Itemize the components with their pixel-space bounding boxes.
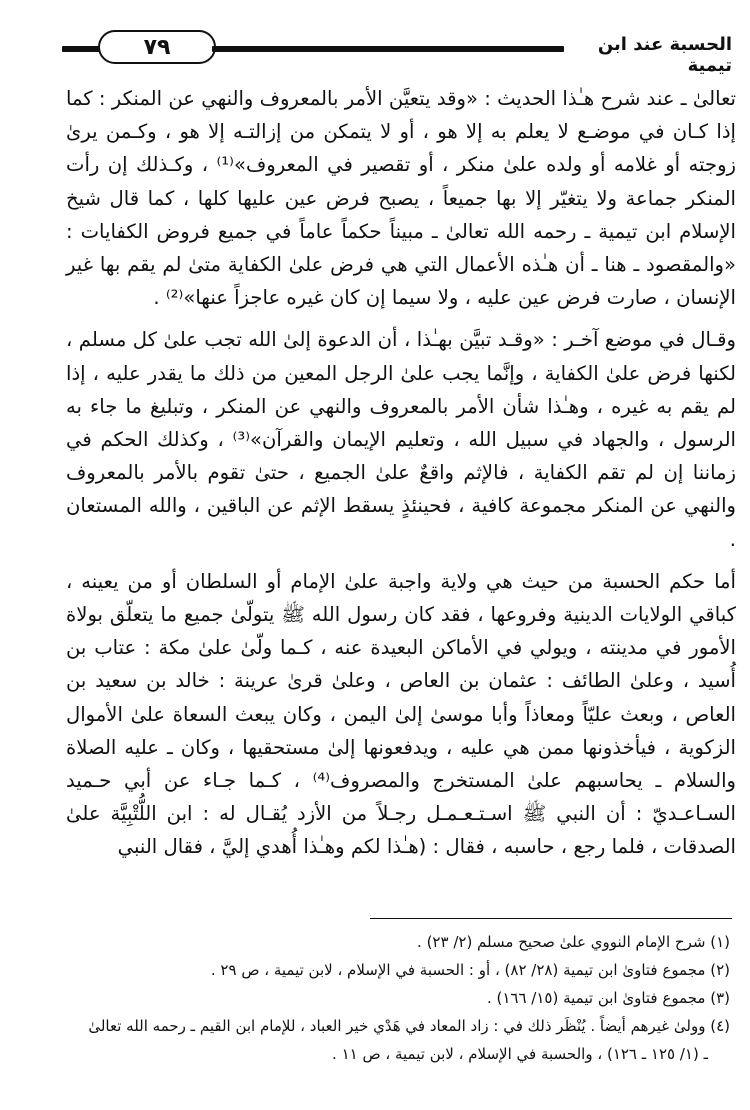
footnote-continuation: ـ (١/ ١٢٥ ـ ١٢٦) ، والحسبة في الإسلام ، لابن تيمية ، ص ١١ . (332, 1045, 708, 1063)
paragraph: وقـال في موضع آخـر : «وقـد تبيَّن بهـٰذا ، أن الدعوة إلىٰ الله تجب علىٰ كل مسلم ، لكنها فرض علىٰ الكفاية ، وإنَّما يجب علىٰ الرجل المعين من ذلك ما يقدر عليه ، إذا لم يقم به غيره ، وهـٰذا شأن الأمر بالمعروف والنهي عن المنكر ، وتبليغ ما جاء به الرسول ، والجهاد في سبيل الله ، وتعليم الإيمان والقرآن»⁽³⁾ ، وكذلك الحكم في زماننا إن لم تقم الكفاية ، فالإثم واقعٌ علىٰ الجميع ، حتىٰ تقوم بالأمر بالمعروف والنهي عن المنكر مجموعة كافية ، فحينئذٍ يسقط الإثم عن الباقين ، والله المستعان . (66, 328, 736, 551)
page-number: ٧٩ (98, 30, 216, 64)
paragraph: أما حكم الحسبة من حيث هي ولاية واجبة علىٰ الإمام أو السلطان أو من يعينه ، كباقي الولايات الدينية وفروعها ، فقد كان رسول الله ﷺ يتولّىٰ جميع ما يتعلّق بولاة الأمور في مدينته ، ويولي في الأماكن البعيدة عنه ، كـما ولّىٰ علىٰ مكة : عتاب بن أُسيد ، وعلىٰ الطائف : عثمان بن العاص ، وعلىٰ قرىٰ عرينة : خالد بن سعيد بن العاص ، وبعث عليّاً ومعاذاً وأبا موسىٰ إلىٰ اليمن ، وكان يبعث السعاة علىٰ الأموال الزكوية ، فيأخذونها ممن هي عليه ، ويدفعونها إلىٰ مستحقيها ، وكان ـ عليه الصلاة والسلام ـ يحاسبهم علىٰ المستخرج والمصروف⁽⁴⁾ ، كـما جـاء عن أبي حـميد السـاعـديّ : أن النبي ﷺ اسـتـعـمـل رجـلاً من الأزد يُقـال له : ابن اللُّتْبِيَّة علىٰ الصدقات ، فلما رجع ، حاسبه ، فقال : (هـٰذا لكم وهـٰذا أُهدي إليَّ ، فقال النبي (66, 569, 737, 859)
footnotes (66, 928, 730, 1068)
footnote: (١) شرح الإمام النووي علىٰ صحيح مسلم (٢/ ٢٣) . (417, 933, 730, 951)
footnote: (٤) وولىٰ غيرهم أيضاً . يُنْظَر ذلك في : زاد المعاد في هَدْي خير العباد ، للإمام ابن القيم ـ رحمه الله تعالىٰ (88, 1017, 730, 1035)
footnote: (٢) مجموع فتاوىٰ ابن تيمية (٢٨/ ٨٢) ، أو : الحسبة في الإسلام ، لابن تيمية ، ص ٢٩ . (210, 961, 730, 979)
footnote-separator (370, 918, 732, 919)
main-text (66, 82, 736, 864)
footnote: (٣) مجموع فتاوىٰ ابن تيمية (١٥/ ١٦٦) . (486, 989, 730, 1007)
header-rule-left (62, 46, 100, 52)
page-header (62, 30, 732, 76)
header-rule-middle (212, 46, 564, 52)
running-title: الحسبة عند ابن تيمية (597, 34, 732, 76)
paragraph: تعالىٰ ـ عند شرح هـٰذا الحديث : «وقد يتعيَّن الأمر بالمعروف والنهي عن المنكر : كما إذا كـان في موضـع لا يعلم به إلا هو ، أو لا يتمكن من إزالتـه إلا هو ، وكـمن يرىٰ زوجته أو غلامه أو ولده علىٰ منكر ، أو تقصير في المعروف»⁽¹⁾ ، وكـذلك إن رأت المنكر جماعة ولا يتغيّر إلا بها جميعاً ، يصبح فرض عين عليها كلها ، كما قال شيخ الإسلام ابن تيمية ـ رحمه الله تعالىٰ ـ مبيناً حكماً عاماً في جميع فروض الكفايات : «والمقصود ـ هنا ـ أن هـٰذه الأعمال التي هي فرض علىٰ الكفاية متىٰ لم يقم بها غير الإنسان ، صارت فرض عين عليه ، ولا سيما إن كان غيره عاجزاً عنها»⁽²⁾ . (66, 87, 736, 310)
